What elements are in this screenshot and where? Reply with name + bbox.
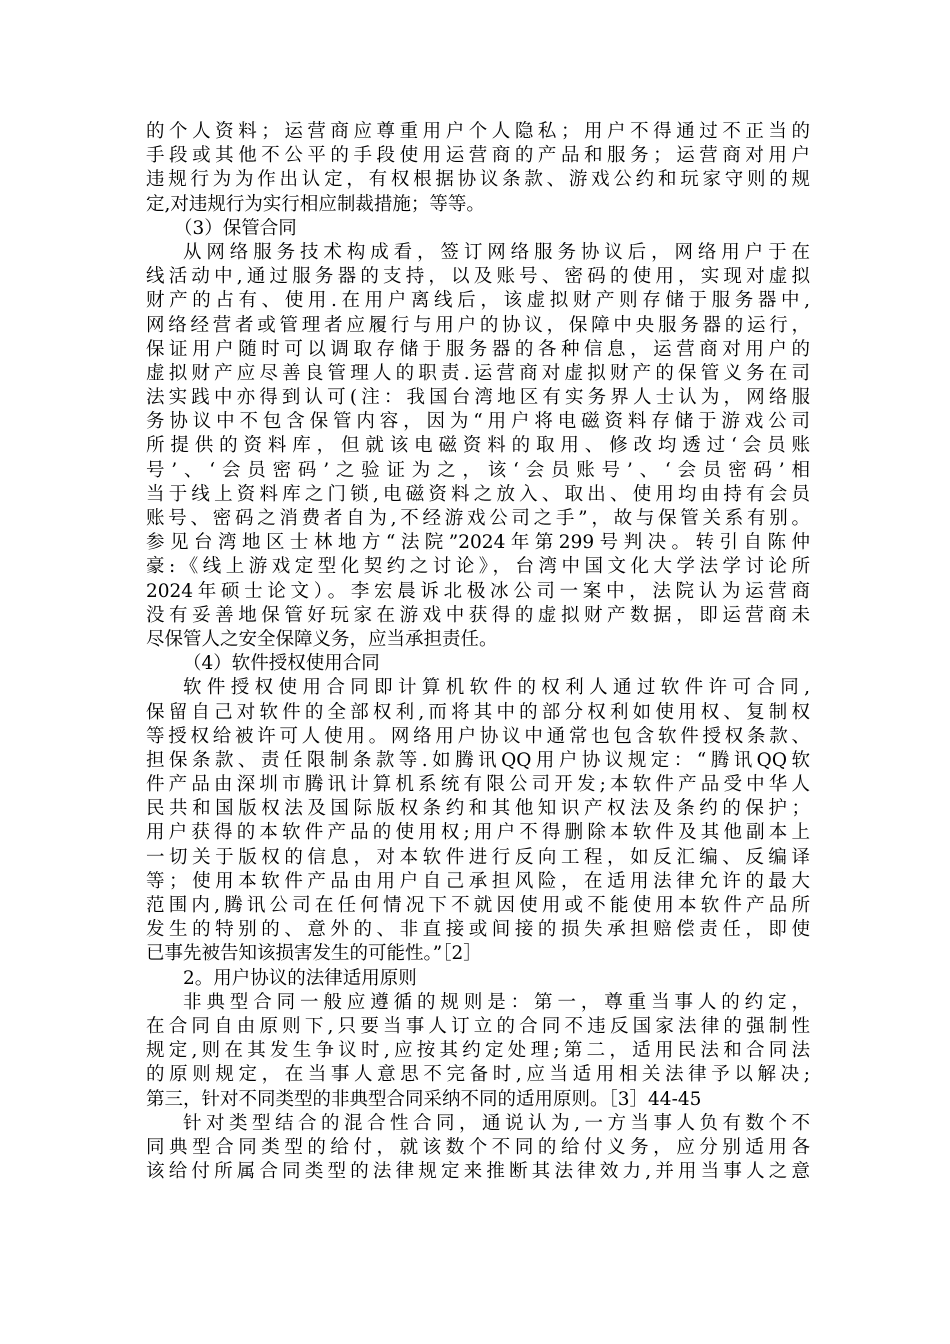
text-line: 尽保管人之安全保障义务，应当承担责任。 bbox=[146, 628, 498, 650]
text-line: 2024年硕士论文）。李宏晨诉北极冰公司一案中，法院认为运营商 bbox=[146, 580, 810, 602]
text-line: 所提供的资料库，但就该电磁资料的取用、修改均透过‘会员账 bbox=[146, 435, 810, 457]
section-heading: （3）保管合同 bbox=[174, 217, 297, 239]
text-line: 的原则规定，在当事人意思不完备时,应当适用相关法律予以解决; bbox=[146, 1064, 810, 1086]
text-line: 法实践中亦得到认可(注：我国台湾地区有实务界人士认为，网络服 bbox=[146, 387, 810, 409]
text-line: 号’、‘会员密码’之验证为之，该‘会员账号’、‘会员密码’相 bbox=[146, 459, 810, 481]
text-line: 的个人资料；运营商应尊重用户个人隐私；用户不得通过不正当的 bbox=[146, 121, 810, 142]
text-line: 保留自己对软件的全部权利,而将其中的部分权利如使用权、复制权 bbox=[146, 701, 810, 723]
text-line: 该给付所属合同类型的法律规定来推断其法律效力,并用当事人之意 bbox=[146, 1161, 810, 1183]
text-line: 手段或其他不公平的手段使用运营商的产品和服务；运营商对用户 bbox=[146, 145, 810, 167]
text-line: 保证用户随时可以调取存储于服务器的各种信息，运营商对用户的 bbox=[146, 338, 810, 360]
text-line: 虚拟财产应尽善良管理人的职责.运营商对虚拟财产的保管义务在司 bbox=[146, 362, 810, 384]
text-line: 已事先被告知该损害发生的可能性。”［2］ bbox=[146, 943, 482, 965]
text-line: 务协议中不包含保管内容，因为“用户将电磁资料存储于游戏公司 bbox=[146, 411, 810, 433]
text-line: 非典型合同一般应遵循的规则是：第一，尊重当事人的约定， bbox=[183, 991, 810, 1013]
text-line: 在合同自由原则下,只要当事人订立的合同不违反国家法律的强制性 bbox=[146, 1015, 810, 1037]
text-line: 参见台湾地区士林地方“法院”2024年第299号判决。转引自陈仲 bbox=[146, 532, 810, 554]
section-heading: 2。用户协议的法律适用原则 bbox=[183, 967, 417, 989]
text-line: 账号、密码之消费者自为,不经游戏公司之手”，故与保管关系有别。 bbox=[146, 508, 810, 529]
text-line: 民共和国版权法及国际版权条约和其他知识产权法及条约的保护； bbox=[146, 798, 810, 820]
text-line: 规定,则在其发生争议时,应按其约定处理;第二，适用民法和合同法 bbox=[146, 1040, 810, 1062]
text-line: 违规行为为作出认定，有权根据协议条款、游戏公约和玩家守则的规 bbox=[146, 169, 810, 191]
text-line: 软件授权使用合同即计算机软件的权利人通过软件许可合同, bbox=[183, 677, 810, 699]
text-line: 等授权给被许可人使用。网络用户协议中通常也包含软件授权条款、 bbox=[146, 725, 810, 747]
text-line: 第三，针对不同类型的非典型合同采纳不同的适用原则。［3］44-45 bbox=[146, 1088, 702, 1110]
text-line: 从网络服务技术构成看，签订网络服务协议后，网络用户于在 bbox=[183, 241, 810, 263]
text-line: 同典型合同类型的给付，就该数个不同的给付义务，应分别适用各 bbox=[146, 1136, 810, 1158]
text-line: 担保条款、责任限制条款等.如腾讯QQ用户协议规定：“腾讯QQ软 bbox=[146, 749, 810, 771]
text-line: 针对类型结合的混合性合同，通说认为,一方当事人负有数个不 bbox=[183, 1112, 810, 1134]
text-line: 范围内,腾讯公司在任何情况下不就因使用或不能使用本软件产品所 bbox=[146, 895, 810, 916]
text-line: 线活动中,通过服务器的支持，以及账号、密码的使用，实现对虚拟 bbox=[146, 266, 810, 288]
text-line: 用户获得的本软件产品的使用权;用户不得删除本软件及其他副本上 bbox=[146, 822, 810, 844]
text-line: 件产品由深圳市腾讯计算机系统有限公司开发;本软件产品受中华人 bbox=[146, 774, 810, 796]
text-line: 豪:《线上游戏定型化契约之讨论》，台湾中国文化大学法学讨论所 bbox=[146, 556, 810, 578]
section-heading: （4）软件授权使用合同 bbox=[183, 653, 380, 675]
text-line: 一切关于版权的信息，对本软件进行反向工程，如反汇编、反编译 bbox=[146, 846, 810, 868]
document-page bbox=[146, 120, 810, 1184]
text-line: 网络经营者或管理者应履行与用户的协议，保障中央服务器的运行， bbox=[146, 314, 810, 336]
text-line: 等；使用本软件产品由用户自己承担风险，在适用法律允许的最大 bbox=[146, 870, 810, 892]
text-line: 当于线上资料库之门锁,电磁资料之放入、取出、使用均由持有会员 bbox=[146, 483, 810, 505]
text-line: 没有妥善地保管好玩家在游戏中获得的虚拟财产数据，即运营商未 bbox=[146, 604, 810, 626]
text-line: 定,对违规行为实行相应制裁措施；等等。 bbox=[146, 193, 485, 215]
text-line: 财产的占有、使用.在用户离线后，该虚拟财产则存储于服务器中, bbox=[146, 290, 810, 312]
text-line: 发生的特别的、意外的、非直接或间接的损失承担赔偿责任，即使 bbox=[146, 919, 810, 941]
